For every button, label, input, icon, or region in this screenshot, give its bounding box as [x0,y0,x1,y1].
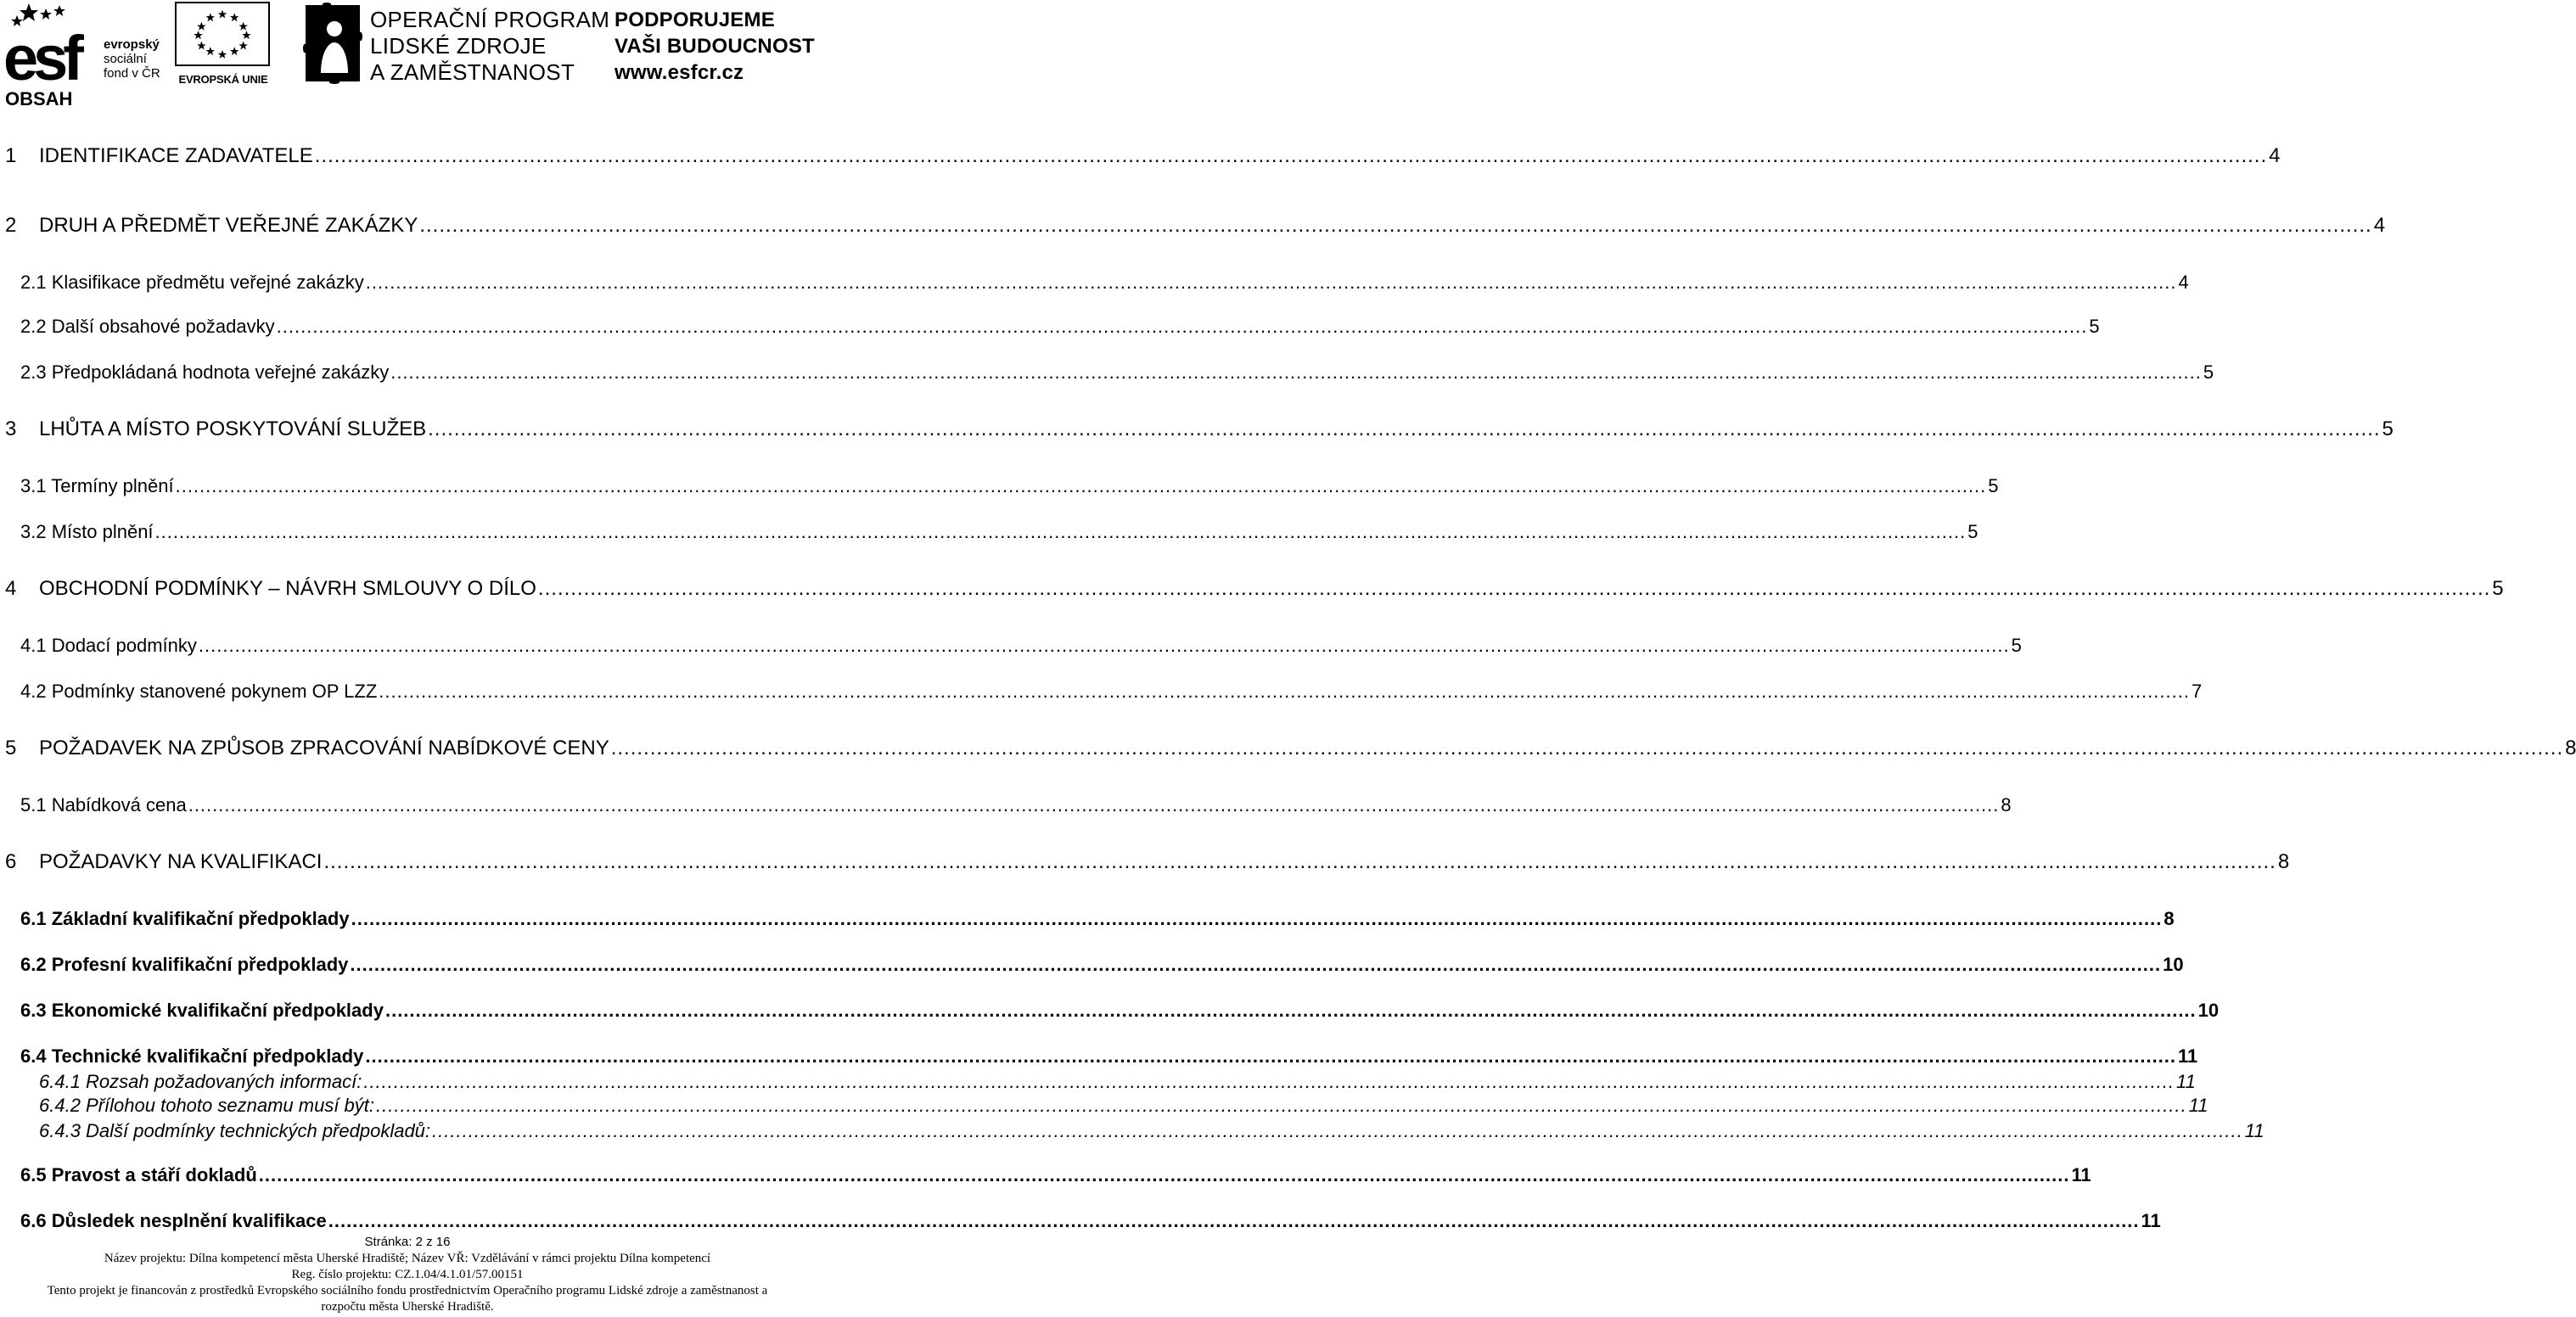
toc-entry-label: 6.4.2 Přílohou tohoto seznamu musí být: [39,1095,375,1116]
footer-reg-line: Reg. číslo projektu: CZ.1.04/4.1.01/57.00151 [291,1268,524,1281]
toc-entry-label: 6.4.1 Rozsah požadovaných informací: [39,1071,362,1092]
dot-leader: ............................................................................................................................................................................................................................................................................................................ [323,850,2276,873]
toc-entry-page: 5 [2011,635,2022,656]
dot-leader: ............................................................................................................................................................................................................................................................................................................ [610,737,2564,759]
toc-entry-page: 11 [2178,1045,2198,1067]
toc-entry-label: 6.2 Profesní kvalifikační předpoklady [20,954,349,975]
toc-entry-label: 6.3 Ekonomické kvalifikační předpoklady [20,1000,384,1021]
dot-leader: ............................................................................................................................................................................................................................................................................................................ [419,214,2372,237]
dot-leader: ............................................................................................................................................................................................................................................................................................................ [390,361,2202,383]
dot-leader: ............................................................................................................................................................................................................................................................................................................ [175,475,1987,496]
dot-leader: ............................................................................................................................................................................................................................................................................................................ [363,1071,2175,1092]
toc-entry-number: 5 [5,737,17,759]
op-lzz-logo [302,0,608,88]
toc-entry-number: 4 [5,577,17,600]
toc-entry-number: 2 [5,214,17,237]
slogan-line: VAŠI BUDOUCNOST [615,35,815,58]
logo-header [0,0,815,92]
toc-entry[interactable] [20,1045,2198,1068]
toc-entry-page: 8 [2565,737,2576,759]
toc-entry[interactable] [20,908,2175,930]
dot-leader: ............................................................................................................................................................................................................................................................................................................ [432,1120,2243,1141]
toc-entry[interactable] [20,272,2189,294]
page-footer [0,1234,815,1315]
toc-entry-page: 8 [2277,850,2290,873]
toc-entry-label: 4.1 Dodací podmínky [20,635,197,656]
dot-leader: ............................................................................................................................................................................................................................................................................................................ [376,1095,2187,1116]
toc-entry[interactable] [5,214,2386,238]
toc-entry-page: 4 [2269,144,2281,167]
toc-entry-label: 6.6 Důsledek nesplnění kvalifikace [20,1210,327,1231]
toc-entry[interactable] [5,737,2576,760]
toc-entry[interactable] [39,1071,2196,1093]
eu-logo-caption: EVROPSKÁ UNIE [178,73,268,86]
dot-leader: ............................................................................................................................................................................................................................................................................................................ [198,635,2010,656]
toc-entry-page: 10 [2197,1000,2220,1021]
toc-entry-label: DRUH A PŘEDMĚT VEŘEJNÉ ZAKÁZKY [39,214,418,237]
puzzle-person-icon [302,2,363,85]
toc-entry-page: 5 [2382,418,2394,440]
toc-entry[interactable] [20,521,1978,543]
toc-entry[interactable] [20,475,1999,497]
dot-leader: ............................................................................................................................................................................................................................................................................................................ [537,577,2491,600]
footer-project-line: Název projektu: Dílna kompetencí města Uherské Hradiště; Název VŘ: Vzdělávání v rámci projektu Dílna kompetencí [104,1252,711,1265]
toc-entry-label: 2.1 Klasifikace předmětu veřejné zakázky [20,272,364,293]
toc-entry-page: 11 [2071,1164,2091,1185]
dot-leader: ............................................................................................................................................................................................................................................................................................................ [365,1045,2177,1067]
toc-entry-page: 11 [2188,1095,2208,1116]
toc-entry-label: OBCHODNÍ PODMÍNKY – NÁVRH SMLOUVY O DÍLO [39,577,536,600]
dot-leader: ............................................................................................................................................................................................................................................................................................................ [384,1000,2197,1021]
toc-title: OBSAH [5,88,73,109]
toc-entry[interactable] [5,577,2504,601]
esf-website-link[interactable]: www.esfcr.cz [615,61,744,84]
toc-entry[interactable] [39,1095,2208,1117]
toc-entry-page: 5 [2203,361,2214,383]
dot-leader: ............................................................................................................................................................................................................................................................................................................ [188,794,2000,815]
toc-entry-page: 8 [2164,908,2175,929]
toc-entry-page: 5 [2492,577,2504,600]
toc-entry-label: 6.4 Technické kvalifikační předpoklady [20,1045,364,1067]
toc-entry-page: 5 [1988,475,1999,496]
toc-entry[interactable] [20,794,2012,816]
toc-entry[interactable] [5,418,2394,441]
toc-entry-label: 6.4.3 Další podmínky technických předpokladů: [39,1120,431,1141]
dot-leader: ............................................................................................................................................................................................................................................................................................................ [351,908,2163,929]
toc-entry-label: 2.3 Předpokládaná hodnota veřejné zakázky [20,361,390,383]
footer-funding-line: Tento projekt je financován z prostředků Evropského sociálního fondu prostřednictvím Operačního programu Lidské zdroje a zaměstnanost a [47,1284,768,1297]
toc-entry-label: 5.1 Nabídková cena [20,794,187,815]
toc-entry-page: 11 [2244,1120,2265,1141]
page-number: Stránka: 2 z 16 [364,1235,451,1249]
dot-leader: ............................................................................................................................................................................................................................................................................................................ [428,418,2381,440]
dot-leader: ............................................................................................................................................................................................................................................................................................................ [258,1164,2070,1185]
toc-entry-label: POŽADAVEK NA ZPŮSOB ZPRACOVÁNÍ NABÍDKOVÉ CENY [39,737,609,759]
toc-entry-page: 5 [1967,521,1978,542]
dot-leader: ............................................................................................................................................................................................................................................................................................................ [154,521,1967,542]
toc-entry-number: 6 [5,850,17,873]
toc-entry-page: 11 [2141,1210,2161,1231]
toc-entry-number: 1 [5,144,17,167]
toc-entry[interactable] [20,1000,2220,1022]
toc-entry[interactable] [5,144,2281,168]
toc-entry-page: 8 [2001,794,2012,815]
toc-entry-label: 3.1 Termíny plnění [20,475,174,496]
toc-entry-page: 11 [2176,1071,2196,1092]
dot-leader: ............................................................................................................................................................................................................................................................................................................ [328,1210,2140,1231]
toc-entry[interactable] [20,681,2203,703]
eu-logo [173,2,273,88]
toc-entry-page: 10 [2163,954,2184,975]
toc-entry-label: POŽADAVKY NA KVALIFIKACI [39,850,323,873]
esf-logo-mark [3,2,104,93]
toc-entry[interactable] [5,850,2290,874]
dot-leader: ............................................................................................................................................................................................................................................................................................................ [276,316,2088,337]
toc-entry[interactable] [39,1120,2265,1142]
footer-funding-line: rozpočtu města Uherské Hradiště. [321,1300,494,1314]
toc-entry[interactable] [20,361,2214,384]
toc-entry[interactable] [20,1210,2161,1232]
toc-entry-number: 3 [5,418,17,440]
toc-entry-label: 2.2 Další obsahové požadavky [20,316,275,337]
toc-entry-page: 4 [2373,214,2386,237]
toc-entry-page: 5 [2089,316,2100,337]
svg-text:esf: esf [3,23,79,93]
op-lzz-logo-text: OPERAČNÍ PROGRAM LIDSKÉ ZDROJE A ZAMĚSTNANOST [370,7,610,85]
toc-entry[interactable] [20,954,2184,976]
esf-logo-text: evropský sociální fond v ČR [104,37,160,81]
toc-entry-label: 3.2 Místo plnění [20,521,154,542]
dot-leader: ............................................................................................................................................................................................................................................................................................................ [365,272,2177,293]
toc-entry[interactable] [20,635,2022,657]
esf-logo [0,0,170,93]
toc-entry-page: 7 [2191,681,2203,702]
toc-entry-label: 6.1 Základní kvalifikační předpoklady [20,908,350,929]
dot-leader: ............................................................................................................................................................................................................................................................................................................ [379,681,2190,702]
toc-entry[interactable] [20,316,2100,338]
slogan-logo [615,7,815,86]
toc-entry-label: 4.2 Podmínky stanovené pokynem OP LZZ [20,681,378,702]
dot-leader: ............................................................................................................................................................................................................................................................................................................ [350,954,2162,975]
toc-entry-page: 4 [2178,272,2189,293]
eu-flag-icon [175,2,270,66]
toc-entry-label: 6.5 Pravost a stáří dokladů [20,1164,257,1185]
toc-entry-label: IDENTIFIKACE ZADAVATELE [39,144,313,167]
toc-entry-label: LHŮTA A MÍSTO POSKYTOVÁNÍ SLUŽEB [39,418,427,440]
dot-leader: ............................................................................................................................................................................................................................................................................................................ [314,144,2268,167]
toc-entry[interactable] [20,1164,2091,1186]
slogan-line: PODPORUJEME [615,8,775,31]
